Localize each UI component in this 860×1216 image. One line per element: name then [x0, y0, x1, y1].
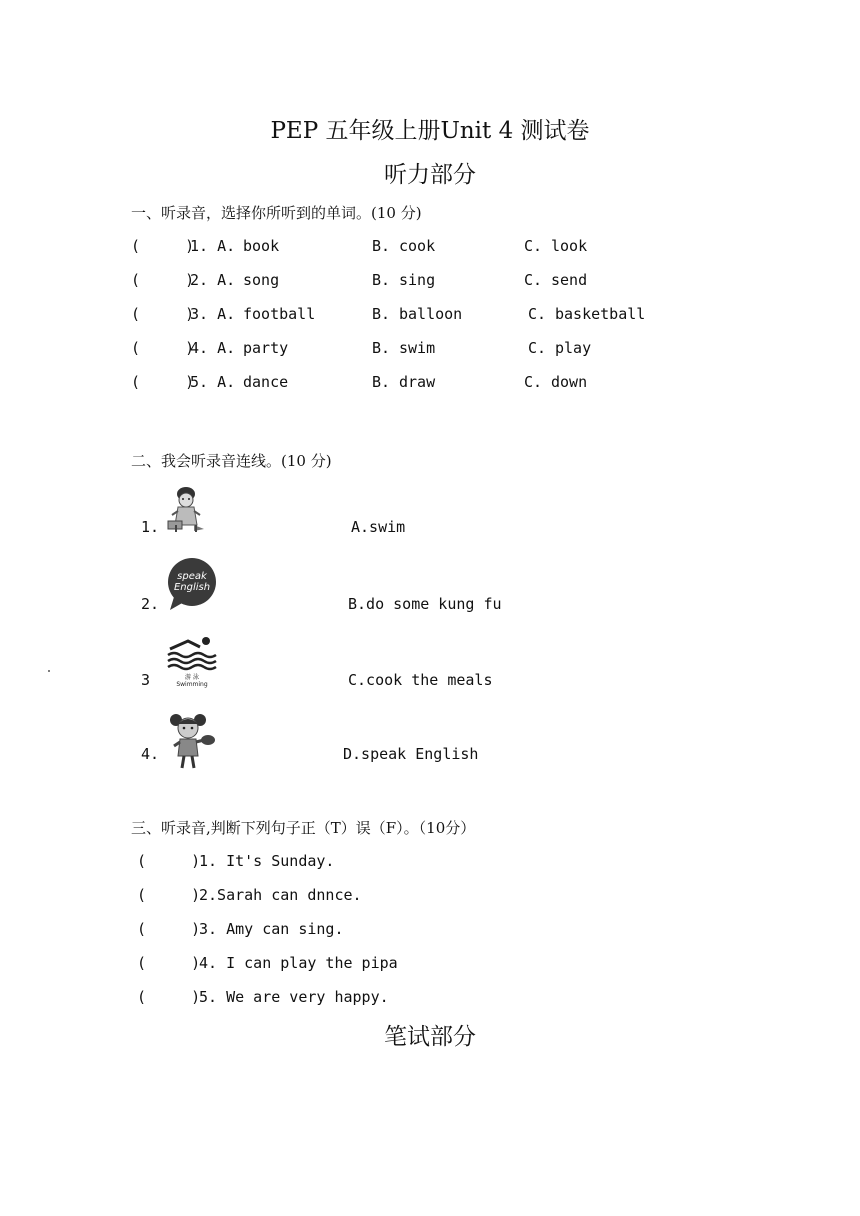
kung-fu-girl-icon	[166, 712, 218, 770]
option-b-label: B.	[372, 305, 391, 323]
item-number: 2.	[141, 595, 160, 613]
statement-text: 1. It's Sunday.	[199, 852, 335, 870]
section2-heading: 二、我会听录音连线。(10 分)	[131, 452, 332, 470]
answer-bracket[interactable]: ( )	[137, 886, 201, 904]
option-label: C.cook the meals	[348, 671, 493, 689]
option-label: A.swim	[351, 518, 406, 536]
option-a: song	[243, 271, 280, 289]
page-title: PEP 五年级上册Unit 4 测试卷	[270, 118, 590, 144]
answer-bracket[interactable]: ( )	[137, 954, 201, 972]
option-a: dance	[243, 373, 289, 391]
option-c-label: C.	[524, 373, 543, 391]
item-number: 2. A.	[190, 271, 236, 289]
option-c-label: C.	[528, 339, 547, 357]
option-a: football	[243, 305, 316, 323]
option-b-label: B.	[372, 373, 391, 391]
option-a: book	[243, 237, 280, 255]
statement-text: 5. We are very happy.	[199, 988, 389, 1006]
option-label: B.do some kung fu	[348, 595, 502, 613]
bubble-text: speak	[177, 571, 207, 582]
answer-bracket[interactable]: ( )	[137, 852, 201, 870]
item-number: 4. A.	[190, 339, 236, 357]
swimming-sign-icon	[166, 635, 218, 689]
option-c: look	[551, 237, 588, 255]
item-number: 4.	[141, 745, 160, 763]
option-b-label: B.	[372, 237, 391, 255]
answer-bracket[interactable]: ( )	[131, 237, 195, 255]
stray-dot	[48, 670, 50, 672]
statement-text: 2.Sarah can dnnce.	[199, 886, 362, 904]
statement-text: 3. Amy can sing.	[199, 920, 344, 938]
option-b: balloon	[399, 305, 463, 323]
option-c: down	[551, 373, 588, 391]
speak-english-bubble-icon	[166, 557, 218, 611]
answer-bracket[interactable]: ( )	[137, 920, 201, 938]
sign-text: 游 泳	[185, 674, 199, 681]
option-b-label: B.	[372, 339, 391, 357]
option-c-label: C.	[524, 271, 543, 289]
girl-cooking-icon	[164, 485, 208, 533]
answer-bracket[interactable]: ( )	[131, 271, 195, 289]
answer-bracket[interactable]: ( )	[131, 339, 195, 357]
option-b-label: B.	[372, 271, 391, 289]
item-number: 5. A.	[190, 373, 236, 391]
option-c: basketball	[555, 305, 646, 323]
section3-heading: 三、听录音,判断下列句子正（T）误（F）。（10分）	[131, 819, 476, 837]
bubble-text: English	[173, 582, 211, 593]
sign-text: Swimming	[176, 681, 208, 688]
option-b: cook	[399, 237, 436, 255]
statement-text: 4. I can play the pipa	[199, 954, 398, 972]
option-b: sing	[399, 271, 436, 289]
option-c: send	[551, 271, 588, 289]
option-label: D.speak English	[343, 745, 479, 763]
option-a: party	[243, 339, 289, 357]
listening-heading: 听力部分	[384, 162, 476, 188]
option-b: draw	[399, 373, 436, 391]
option-c-label: C.	[524, 237, 543, 255]
item-number: 1. A.	[190, 237, 236, 255]
item-number: 1.	[141, 518, 160, 536]
option-b: swim	[399, 339, 436, 357]
option-c-label: C.	[528, 305, 547, 323]
option-c: play	[555, 339, 592, 357]
answer-bracket[interactable]: ( )	[131, 305, 195, 323]
section1-heading: 一、听录音，选择你所听到的单词。(10 分)	[131, 204, 422, 222]
item-number: 3	[141, 671, 151, 689]
answer-bracket[interactable]: ( )	[131, 373, 195, 391]
item-number: 3. A.	[190, 305, 236, 323]
written-heading: 笔试部分	[384, 1024, 476, 1050]
answer-bracket[interactable]: ( )	[137, 988, 201, 1006]
